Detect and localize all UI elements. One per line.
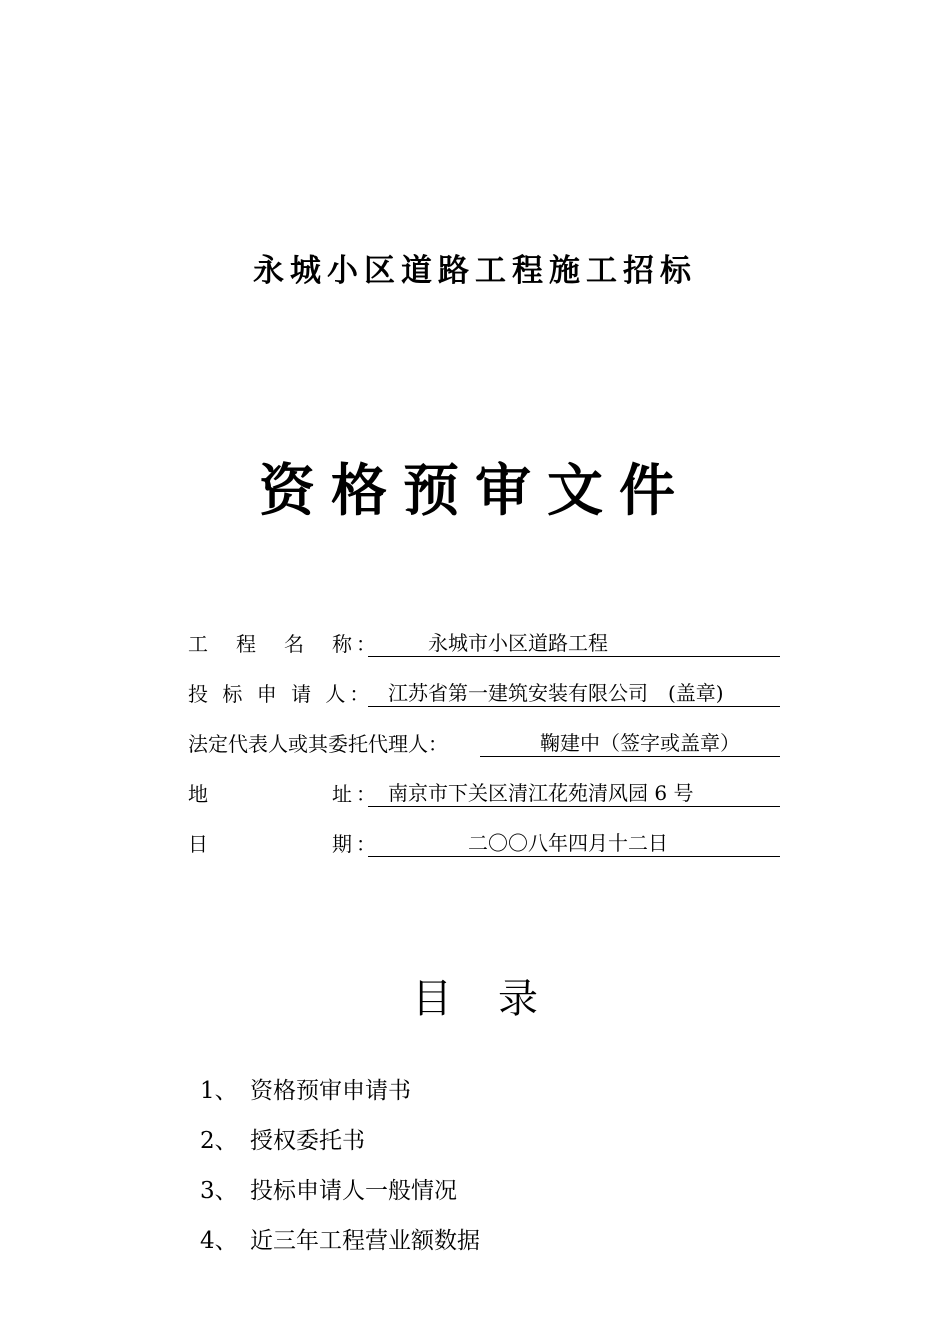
toc-item-number: 2、 [200, 1128, 238, 1154]
toc-item[interactable] [200, 1225, 480, 1275]
toc-item-number: 3、 [200, 1178, 238, 1204]
field-date [188, 830, 780, 880]
toc-item-number: 4、 [200, 1228, 238, 1254]
field-applicant [188, 680, 780, 730]
field-value: 鞠建中（签字或盖章） [480, 730, 780, 757]
table-of-contents [200, 1075, 480, 1275]
field-label: 地 址： [188, 782, 380, 806]
field-label: 法定代表人或其委托代理人： [188, 732, 448, 756]
field-label: 工 程 名 称： [188, 632, 380, 656]
field-address [188, 780, 780, 830]
field-project-name [188, 630, 780, 680]
toc-item-text: 投标申请人一般情况 [250, 1178, 457, 1204]
field-label: 投 标 申 请 人： [188, 682, 374, 706]
field-legal-representative [188, 730, 780, 780]
toc-item-text: 授权委托书 [250, 1128, 365, 1154]
document-title: 资格预审文件 [259, 459, 691, 524]
toc-item-text: 近三年工程营业额数据 [250, 1228, 480, 1254]
project-subtitle: 永城小区道路工程施工招标 [253, 253, 697, 289]
field-value: 南京市下关区清江花苑清风园 6 号 [368, 780, 780, 807]
toc-item-number: 1、 [200, 1078, 238, 1104]
toc-item-text: 资格预审申请书 [250, 1078, 411, 1104]
toc-item[interactable] [200, 1125, 480, 1175]
toc-item[interactable] [200, 1175, 480, 1225]
field-label: 日 期： [188, 832, 380, 856]
toc-item[interactable] [200, 1075, 480, 1125]
field-value: 二〇〇八年四月十二日 [368, 830, 780, 857]
field-value: 江苏省第一建筑安装有限公司 (盖章) [368, 680, 780, 707]
info-fields [188, 630, 780, 880]
field-value: 永城市小区道路工程 [368, 630, 780, 657]
toc-title: 目录 [412, 976, 584, 1022]
